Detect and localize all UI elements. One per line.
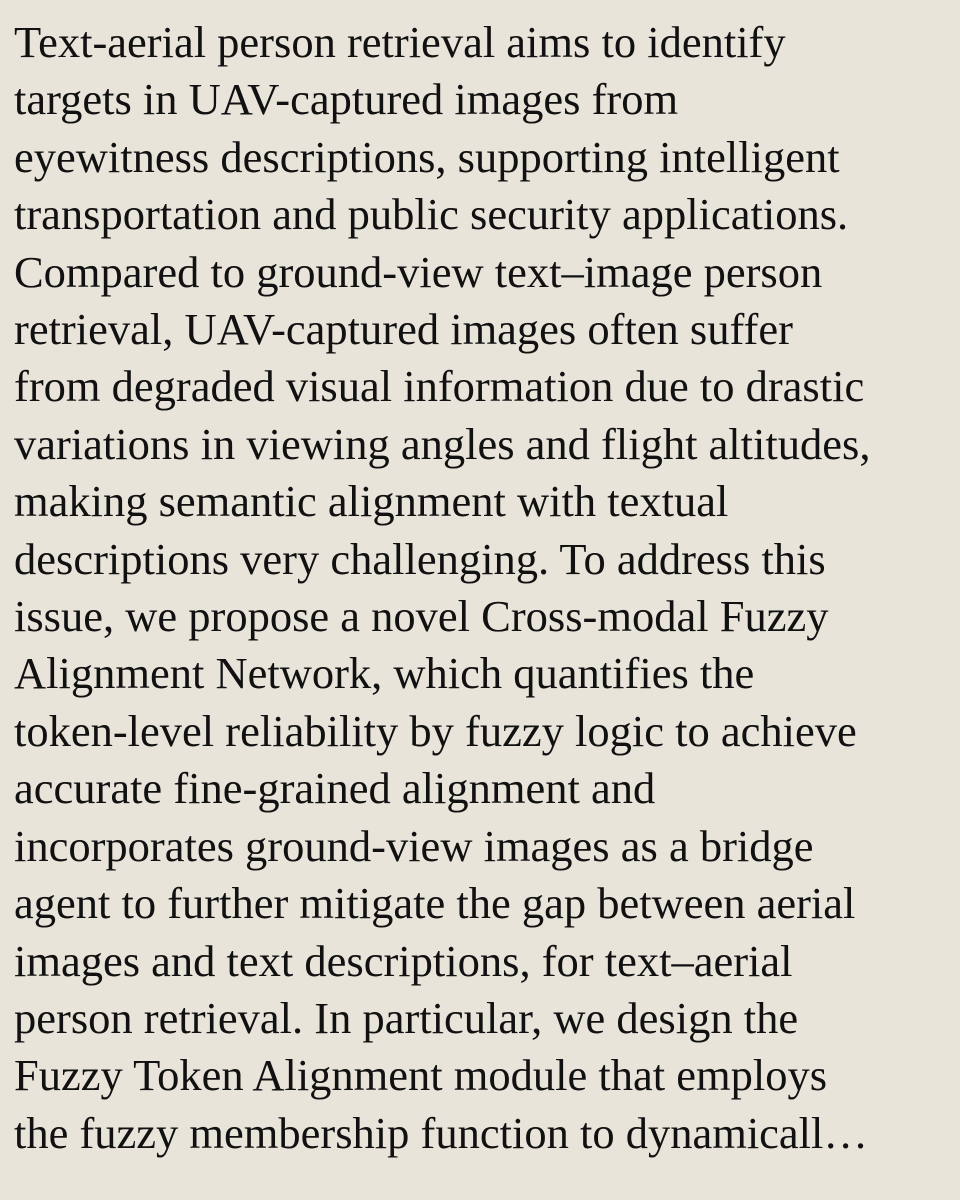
text-line: the fuzzy membership function to dynamicall… bbox=[14, 1107, 868, 1158]
text-line: descriptions very challenging. To address this bbox=[14, 533, 826, 584]
text-line: agent to further mitigate the gap between aerial bbox=[14, 878, 856, 929]
text-line: issue, we propose a novel Cross-modal Fuzzy bbox=[14, 591, 829, 642]
abstract-paragraph bbox=[14, 14, 948, 1162]
text-line: retrieval, UAV-captured images often suffer bbox=[14, 304, 793, 355]
text-line: Text-aerial person retrieval aims to identify bbox=[14, 17, 786, 67]
text-line: token-level reliability by fuzzy logic to achieve bbox=[14, 705, 857, 756]
text-line: incorporates ground-view images as a bridge bbox=[14, 820, 814, 871]
text-line: Fuzzy Token Alignment module that employs bbox=[14, 1050, 828, 1101]
text-line: from degraded visual information due to drastic bbox=[14, 361, 865, 412]
text-line: transportation and public security applications. bbox=[14, 189, 849, 240]
text-line: accurate fine-grained alignment and bbox=[14, 763, 656, 814]
text-line: person retrieval. In particular, we design the bbox=[14, 992, 799, 1043]
text-line: Compared to ground-view text–image person bbox=[14, 246, 823, 297]
text-line: making semantic alignment with textual bbox=[14, 476, 729, 527]
text-line: eyewitness descriptions, supporting intelligent bbox=[14, 131, 840, 182]
text-line: images and text descriptions, for text–aerial bbox=[14, 935, 793, 986]
text-line: targets in UAV-captured images from bbox=[14, 74, 679, 125]
text-line: variations in viewing angles and flight altitudes, bbox=[14, 418, 871, 469]
text-line: Alignment Network, which quantifies the bbox=[14, 648, 755, 699]
